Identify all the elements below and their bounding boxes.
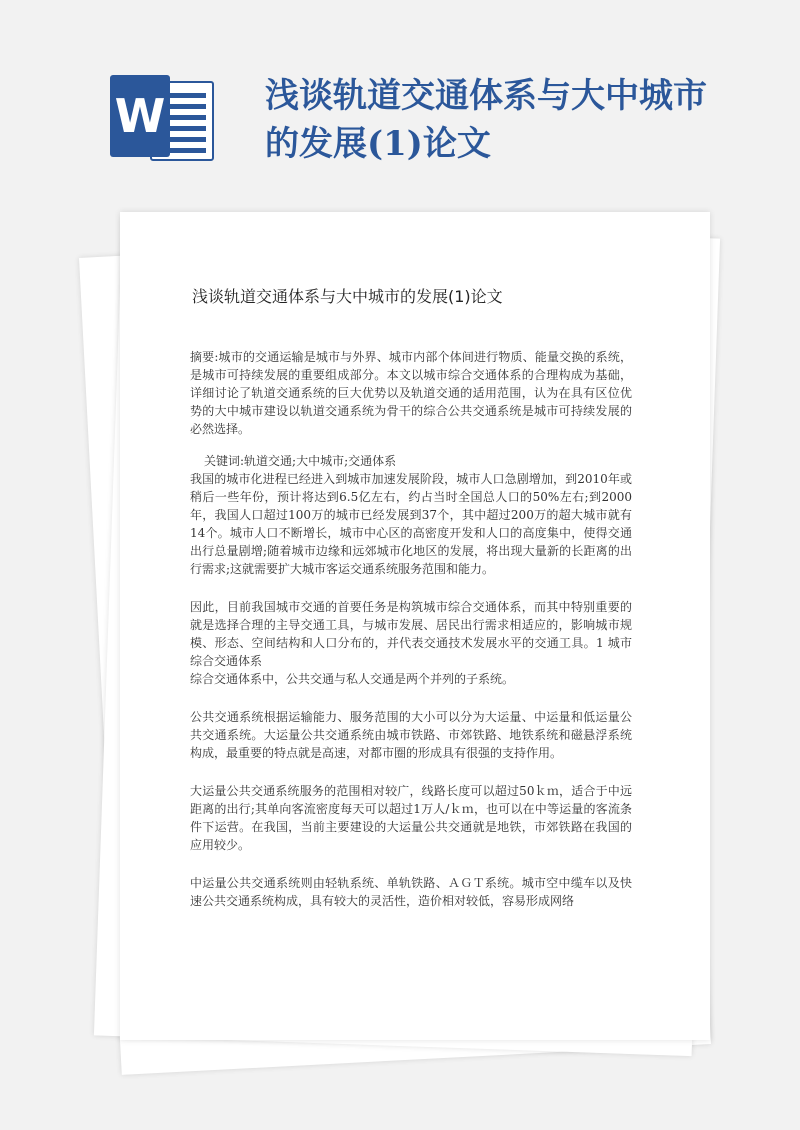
document-title xyxy=(265,72,765,168)
body-paragraph-2: 因此，目前我国城市交通的首要任务是构筑城市综合交通体系，而其中特别重要的就是选择合理的主导交通工具，与城市发展、居民出行需求相适应的，影响城市规模、形态、空间结构和人口分布的，并代表交通技术发展水平的交通工具。1 城市综合交通体系 综合交通体系中，公共交通与私人交通是两个并列的子系统。 xyxy=(190,600,632,686)
body-paragraph-4: 大运量公共交通系统服务的范围相对较广，线路长度可以超过50ｋｍ，适合于中远距离的出行;其单向客流密度每天可以超过1万人/ｋｍ，也可以在中等运量的客流条件下运营。在我国，当前主要建设的大运量公共交通就是地铁，市郊铁路在我国的应用较少。 xyxy=(190,784,632,852)
word-document-icon xyxy=(110,75,220,165)
keywords-line: 关键词:轨道交通;大中城市;交通体系 xyxy=(204,454,397,468)
abstract-paragraph: 摘要:城市的交通运输是城市与外界、城市内部个体间进行物质、能量交换的系统，是城市可持续发展的重要组成部分。本文以城市综合交通体系的合理构成为基础，详细讨论了轨道交通系统的巨大优势以及轨道交通的适用范围，认为在具有区位优势的大中城市建设以轨道交通系统为骨干的综合公共交通系统是城市可持续发展的必然选择。 xyxy=(190,350,632,436)
document-title-line2: 的发展(1)论文 xyxy=(265,124,491,164)
body-paragraph-3: 公共交通系统根据运输能力、服务范围的大小可以分为大运量、中运量和低运量公共交通系统。大运量公共交通系统由城市铁路、市郊铁路、地铁系统和磁悬浮系统构成，最重要的特点就是高速，对都市圈的形成具有很强的支持作用。 xyxy=(190,710,632,760)
document-title-line1: 浅谈轨道交通体系与大中城市 xyxy=(265,76,707,116)
paper-title: 浅谈轨道交通体系与大中城市的发展(1)论文 xyxy=(192,287,503,306)
text-lines-icon xyxy=(166,93,206,159)
body-paragraph-1: 我国的城市化进程已经进入到城市加速发展阶段，城市人口急剧增加，到2010年或稍后一些年份，预计将达到6.5亿左右，约占当时全国总人口的50%左右;到2000年，我国人口超过100万的城市已经发展到37个，其中超过200万的超大城市就有14个。城市人口不断增长，城市中心区的高密度开发和人口的高度集中，使得交通出行总量剧增;随着城市边缘和远郊城市化地区的发展，将出现大量新的长距离的出行需求;这就需要扩大城市客运交通系统服务范围和能力。 xyxy=(190,472,632,576)
body-paragraph-5: 中运量公共交通系统则由轻轨系统、单轨铁路、ＡＧＴ系统。城市空中缆车以及快速公共交通系统构成，具有较大的灵活性，造价相对较低，容易形成网络 xyxy=(190,876,632,908)
paper-body xyxy=(190,348,632,924)
document-page xyxy=(120,212,710,1040)
word-w-badge: W xyxy=(110,75,170,157)
